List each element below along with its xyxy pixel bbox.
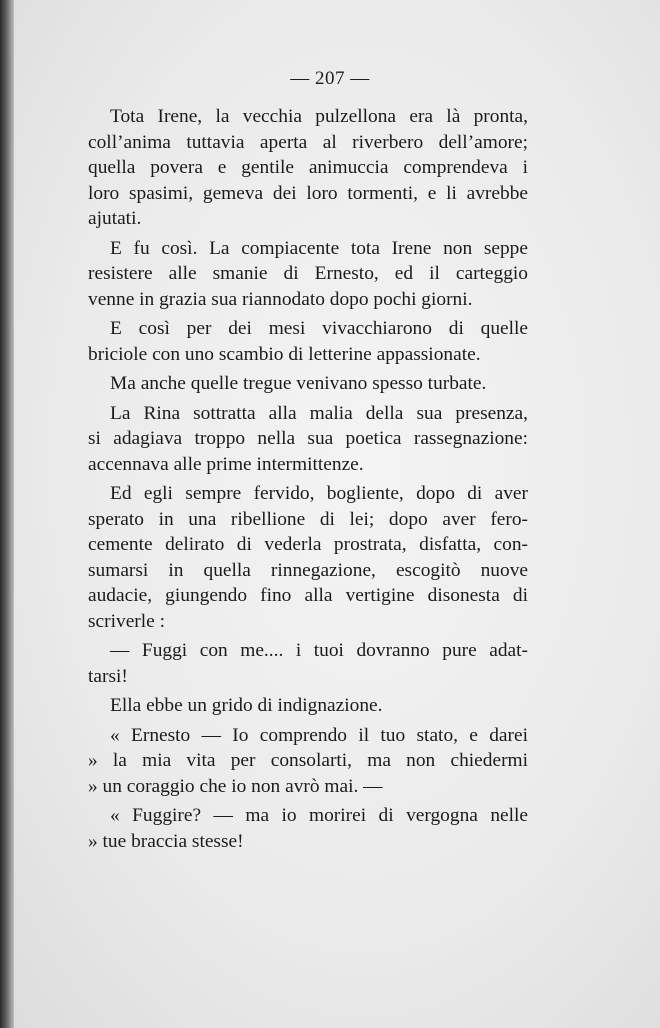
text-line: Ed egli sempre fervido, bogliente, dopo di aver bbox=[110, 483, 528, 504]
text-line: E così per dei mesi vivacchiarono di quelle bbox=[110, 318, 528, 339]
text-line: tarsi! bbox=[88, 665, 128, 687]
text-line: E fu così. La compiacente tota Irene non seppe bbox=[110, 237, 528, 259]
text-line: audacie, giungendo fino alla vertigine disonesta di bbox=[88, 585, 528, 606]
text-line: cemente delirato di vederla prostrata, disfatta, con- bbox=[88, 534, 528, 555]
text-line: — Fuggi con me.... i tuoi dovranno pure adat- bbox=[110, 640, 528, 661]
binding-shadow bbox=[0, 0, 14, 1028]
text-line: venne in grazia sua riannodato dopo pochi giorni. bbox=[88, 288, 473, 310]
text-line: sperato in una ribellione di lei; dopo aver fero- bbox=[88, 508, 528, 530]
text-line: sumarsi in quella rinnegazione, escogitò nuove bbox=[88, 559, 528, 581]
text-line: La Rina sottratta alla malia della sua presenza, bbox=[110, 402, 528, 424]
text-line: scriverle : bbox=[88, 610, 165, 632]
text-line: resistere alle smanie di Ernesto, ed il carteggio bbox=[88, 263, 528, 284]
text-line: loro spasimi, gemeva dei loro tormenti, e li avrebbe bbox=[88, 182, 528, 204]
text-line: » un coraggio che io non avrò mai. — bbox=[88, 775, 383, 797]
text-line: Ma anche quelle tregue venivano spesso turbate. bbox=[110, 373, 487, 394]
text-line: « Fuggire? — ma io morirei di vergogna nelle bbox=[110, 805, 528, 826]
body-text bbox=[88, 104, 528, 854]
text-line: quella povera e gentile animuccia comprendeva i bbox=[88, 157, 528, 178]
text-line: ajutati. bbox=[88, 208, 142, 229]
text-line: « Ernesto — Io comprendo il tuo stato, e darei bbox=[110, 724, 528, 746]
text-line: » tue braccia stesse! bbox=[88, 830, 244, 852]
text-line: Ella ebbe un grido di indignazione. bbox=[110, 695, 383, 716]
text-line: Tota Irene, la vecchia pulzellona era là pronta, bbox=[110, 106, 528, 127]
text-line: coll’anima tuttavia aperta al riverbero dell’amore; bbox=[88, 131, 528, 153]
text-line: si adagiava troppo nella sua poetica rassegnazione: bbox=[88, 428, 528, 449]
text-line: » la mia vita per consolarti, ma non chiedermi bbox=[88, 750, 528, 771]
text-line: briciole con uno scambio di letterine appassionate. bbox=[88, 343, 481, 365]
text-line: accennava alle prime intermittenze. bbox=[88, 453, 364, 475]
page-number: — 207 — bbox=[290, 68, 370, 89]
